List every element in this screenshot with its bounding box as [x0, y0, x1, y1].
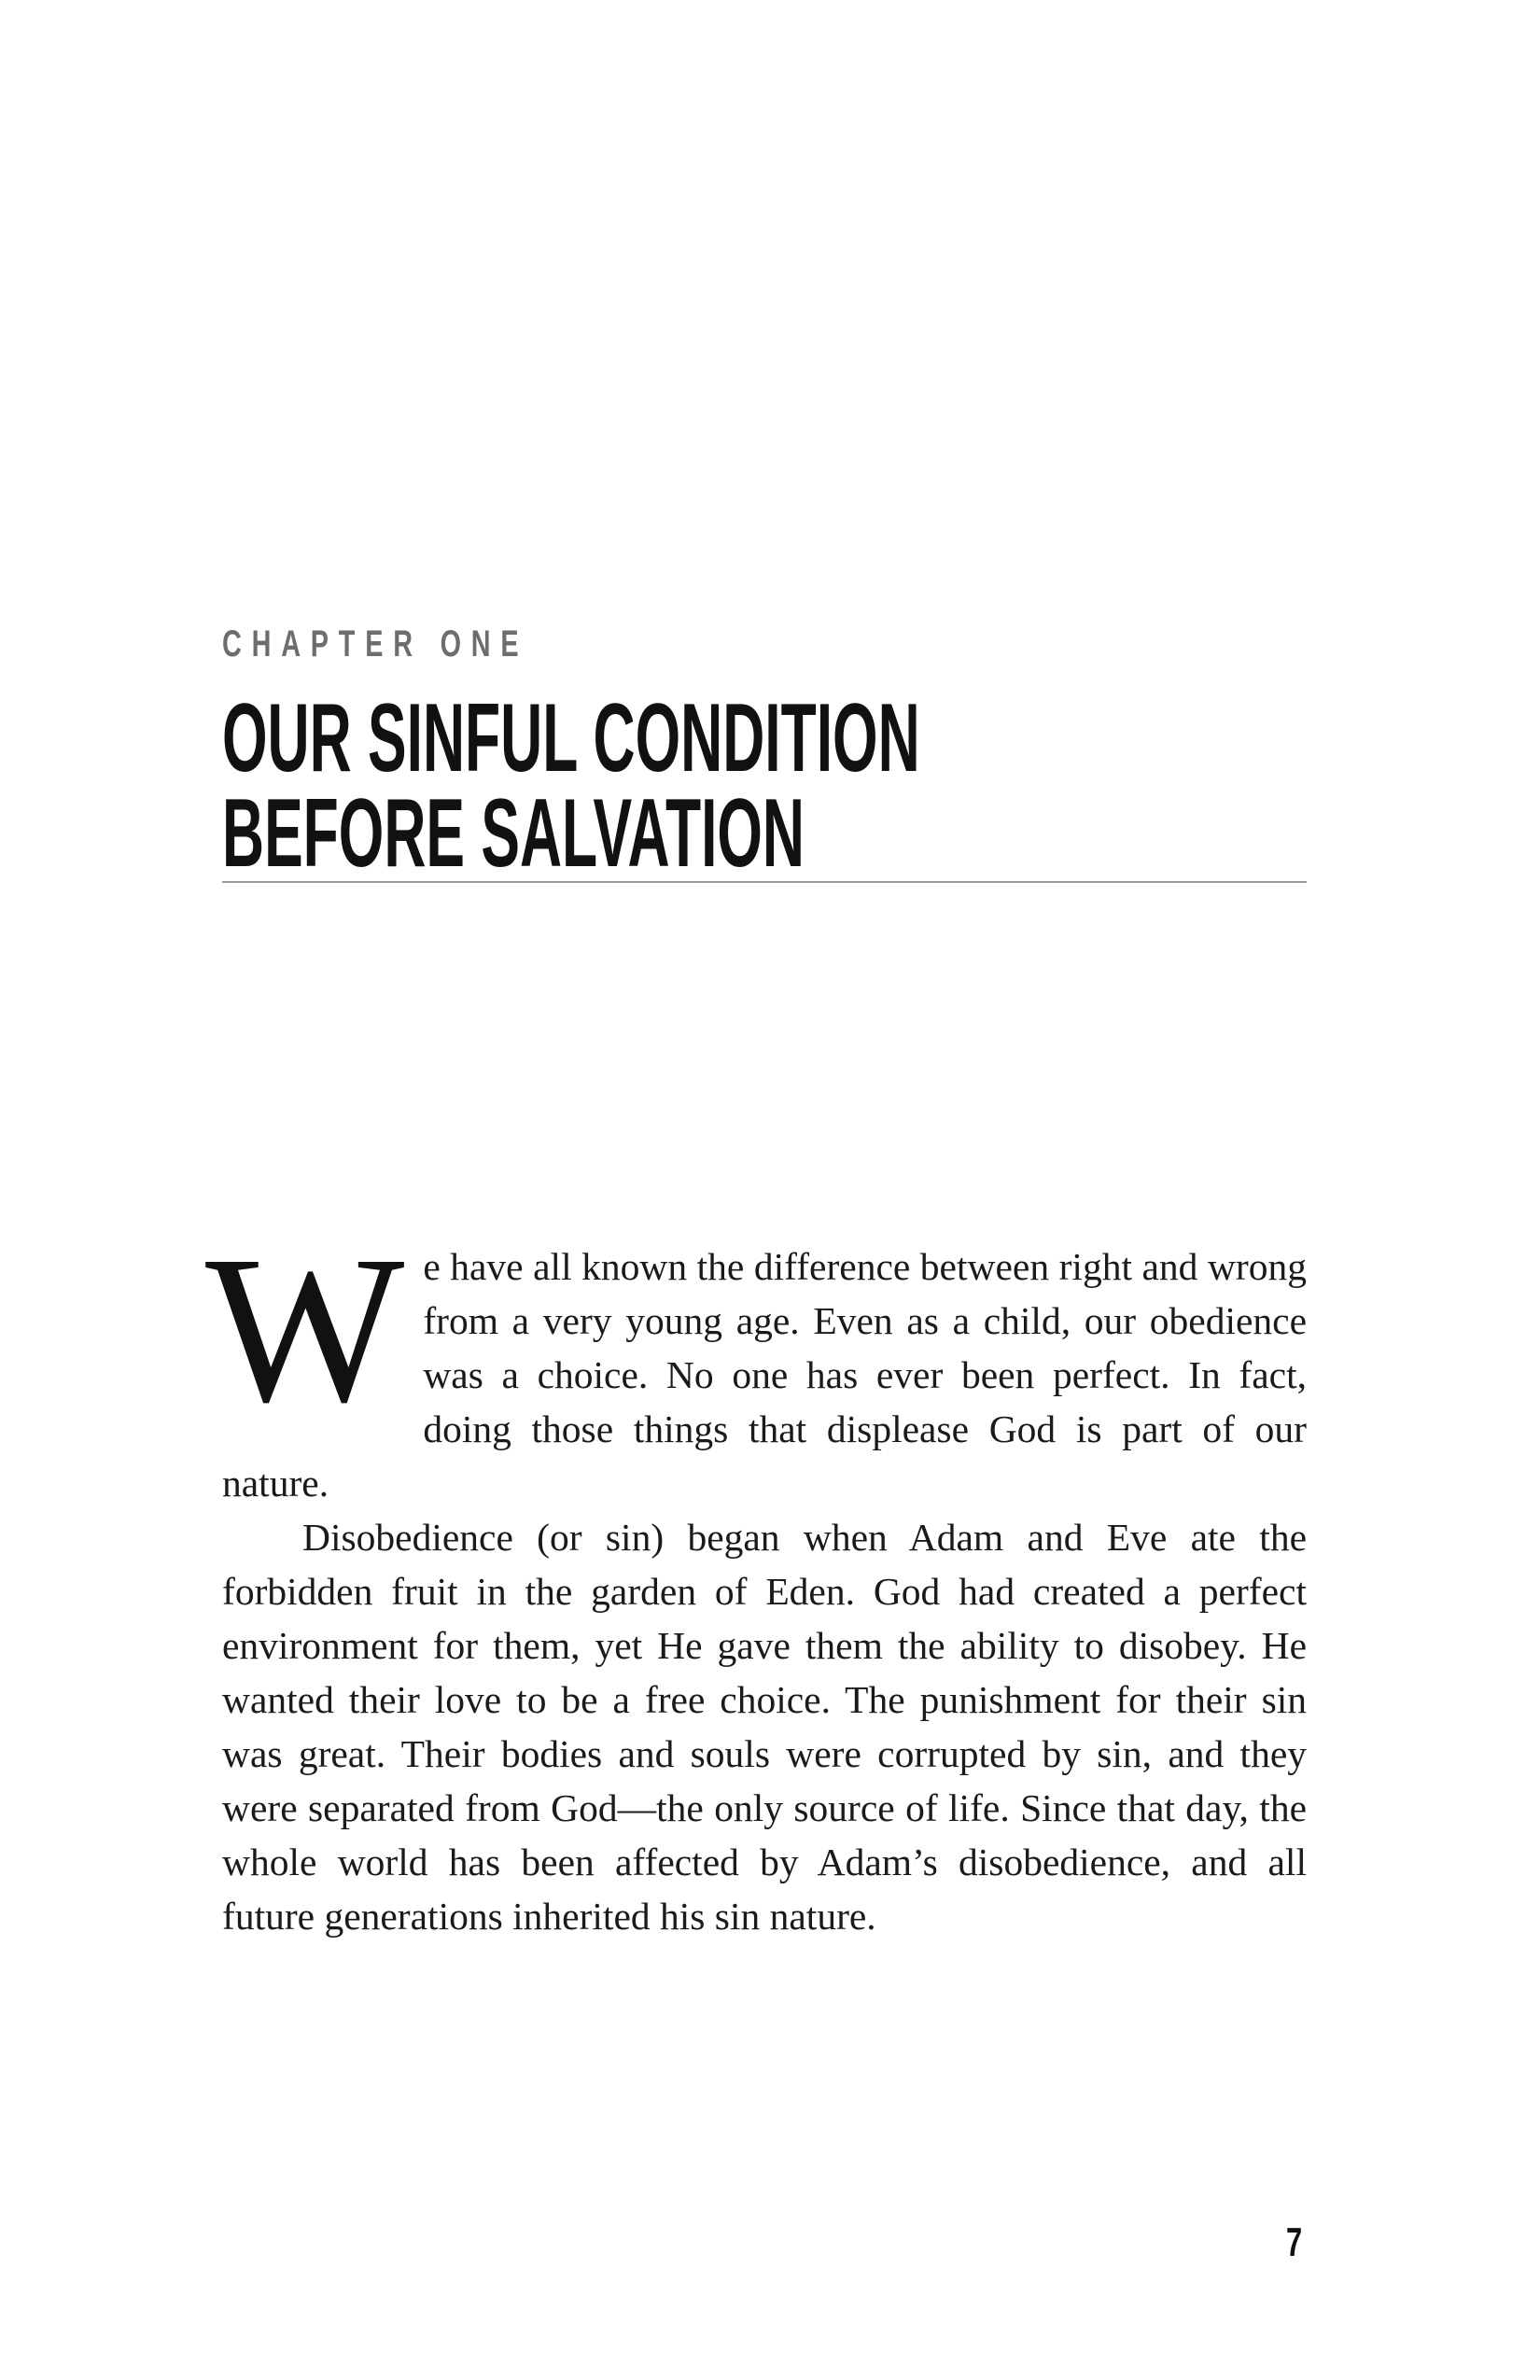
paragraph-2: Disobedience (or sin) began when Adam and Eve ate the forbidden fruit in the garden of Eden. God had created a perfect environment for them, yet He gave them the ability to disobey. He wanted their love to be a free choice. The punishment for their sin was great. Their bodies and souls were corrupted by sin, and they were separated from God—the only source of life. Since that day, the whole world has been affected by Adam’s disobedience, and all future generations inherited his sin nature. — [222, 1516, 1307, 1938]
drop-cap: W — [205, 1212, 405, 1446]
chapter-title-line-1: OUR SINFUL CONDITION — [222, 684, 920, 792]
page-number: 7 — [1286, 2219, 1303, 2265]
chapter-title — [222, 684, 920, 888]
title-divider — [222, 881, 1307, 883]
chapter-title-line-2: BEFORE SALVATION — [222, 779, 805, 888]
paragraph-1 — [205, 1212, 1307, 1510]
chapter-body — [205, 1212, 1307, 1943]
paragraph-1-text: e have all known the difference between right and wrong from a very young age. Even as a child, our obedience was a choice. No one has ever been perfect. In fact, doing those things that displease God is part of our nature. — [222, 1245, 1307, 1505]
chapter-label: CHAPTER ONE — [222, 623, 529, 665]
